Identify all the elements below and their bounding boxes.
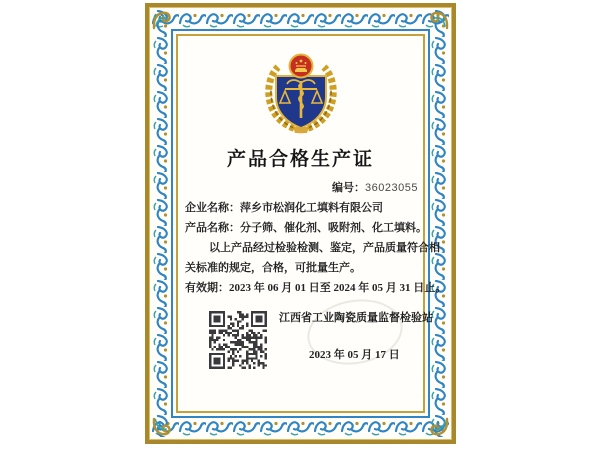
certificate-title: 产品合格生产证 bbox=[226, 149, 374, 170]
ornate-border-bottom bbox=[152, 418, 449, 437]
ornate-border-left bbox=[152, 10, 171, 437]
serial-label: 编号： bbox=[332, 182, 365, 194]
certificate-body bbox=[185, 198, 447, 298]
company-value: 萍乡市松润化工填料有限公司 bbox=[240, 202, 383, 214]
serial-value: 36023055 bbox=[365, 182, 418, 194]
company-label: 企业名称： bbox=[185, 202, 240, 214]
product-value: 分子筛、催化剂、吸附剂、化工填料。 bbox=[240, 222, 427, 234]
corner-flourish-icon bbox=[428, 9, 450, 31]
product-row bbox=[185, 218, 435, 238]
company-row bbox=[185, 198, 435, 218]
ornate-border-top bbox=[152, 10, 449, 29]
statement-line-2: 关标准的规定，合格，可批量生产。 bbox=[185, 262, 361, 274]
issuer-name: 江西省工业陶瓷质量监督检验站 bbox=[279, 312, 433, 324]
issue-date: 2023 年 05 月 17 日 bbox=[309, 349, 400, 361]
corner-flourish-icon bbox=[151, 416, 173, 438]
product-label: 产品名称： bbox=[185, 222, 240, 234]
corner-flourish-icon bbox=[428, 416, 450, 438]
statement-line-1: 以上产品经过检验检测、鉴定，产品质量符合相 bbox=[209, 242, 440, 254]
quality-supervision-emblem-icon bbox=[260, 51, 342, 135]
corner-flourish-icon bbox=[151, 9, 173, 31]
validity-label: 有效期： bbox=[185, 282, 229, 294]
validity-row bbox=[185, 278, 447, 298]
serial-number-row bbox=[332, 179, 418, 195]
validity-value: 2023 年 06 月 01 日至 2024 年 05 月 31 日止。 bbox=[229, 282, 447, 294]
qr-code bbox=[209, 310, 267, 370]
certificate-sheet bbox=[145, 3, 456, 444]
